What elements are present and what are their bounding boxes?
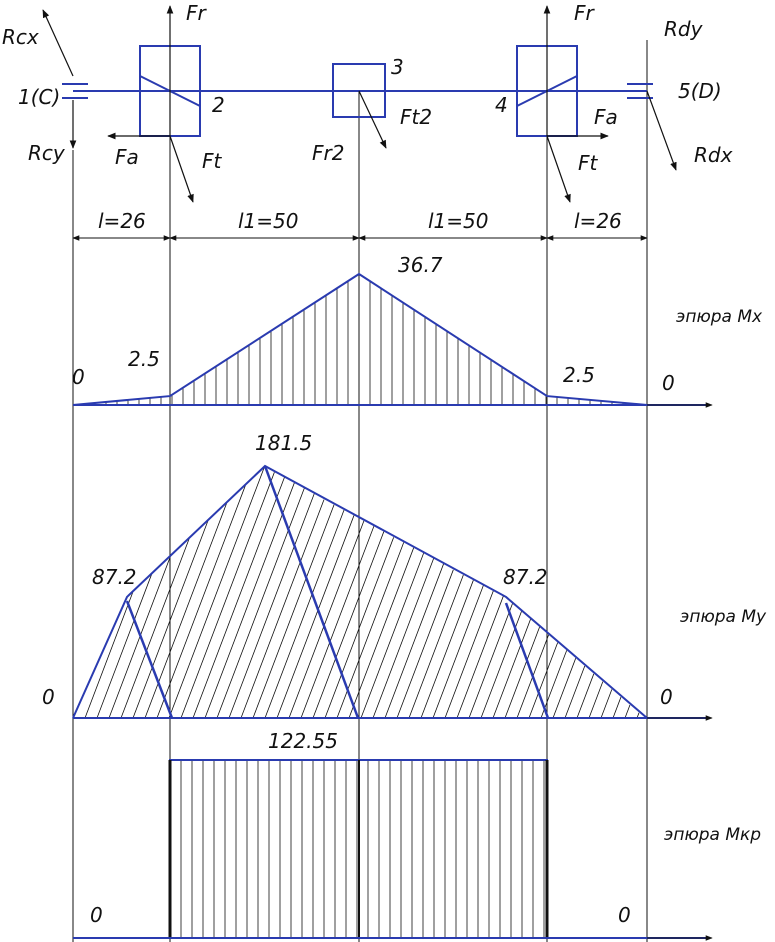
mx-right-value: 2.5 — [563, 363, 595, 387]
hatch-line — [457, 596, 503, 718]
my-divider-1 — [127, 601, 172, 718]
support-c-label: 1(C) — [18, 85, 61, 109]
hatch-line — [361, 553, 424, 718]
hatch-line — [385, 563, 444, 718]
my-right-value: 87.2 — [503, 565, 548, 589]
mkp-title: эпюра Mкр — [664, 825, 762, 845]
dim-l-left: l=26 — [98, 209, 146, 233]
hatch-line — [493, 619, 531, 718]
hatch-line — [421, 580, 473, 718]
mkp-zero-left: 0 — [90, 903, 103, 927]
mx-zero-right: 0 — [662, 371, 675, 395]
ft-right-label: Ft — [578, 151, 598, 175]
fr-left-label: Fr — [186, 1, 206, 25]
support-d-label: 5(D) — [678, 79, 722, 103]
ft2-label: Ft2 — [400, 105, 433, 129]
my-peak-value: 181.5 — [255, 431, 313, 455]
my-diagram — [42, 431, 767, 718]
mkp-diagram — [73, 729, 761, 938]
hatch-line — [133, 520, 208, 718]
mkp-value: 122.55 — [268, 729, 338, 753]
hatch-line — [301, 526, 374, 718]
rdx-label: Rdx — [694, 143, 733, 167]
rcx-label: Rcx — [2, 25, 39, 49]
hatch-line — [553, 658, 576, 718]
hatch-line — [205, 483, 294, 718]
hatch-line — [613, 697, 621, 718]
hatch-line — [265, 510, 344, 718]
mx-title: эпюра Mx — [676, 307, 763, 327]
rcy-label: Rcy — [28, 141, 65, 165]
hatch-line — [193, 478, 284, 719]
hatch-line — [409, 575, 463, 718]
hatch-line — [601, 689, 612, 718]
mx-outline — [73, 274, 647, 405]
node-4-label: 4 — [495, 93, 508, 117]
hatch-line — [145, 502, 227, 718]
my-left-value: 87.2 — [92, 565, 137, 589]
hatch-line — [373, 558, 434, 718]
hatch-line — [589, 682, 603, 718]
node-3-label: 3 — [391, 55, 404, 79]
mx-peak-value: 36.7 — [398, 253, 443, 277]
dim-l1-right: l1=50 — [428, 209, 489, 233]
dimension-row — [73, 209, 647, 238]
dim-l-right: l=26 — [574, 209, 622, 233]
dim-l1-left: l1=50 — [238, 209, 299, 233]
mkp-zero-right: 0 — [618, 903, 631, 927]
shaft-scheme — [2, 1, 733, 202]
hatch-line — [253, 505, 334, 718]
hatch-line — [445, 591, 493, 718]
mx-diagram — [72, 253, 763, 405]
ft-left-label: Ft — [202, 149, 222, 173]
fa-right-label: Fa — [594, 105, 618, 129]
mx-hatching — [84, 274, 634, 405]
mkp-hatching — [181, 760, 544, 938]
hatch-line — [433, 585, 483, 718]
my-divider-3 — [506, 603, 548, 718]
hatch-line — [397, 570, 453, 718]
mx-zero-left: 0 — [72, 365, 85, 389]
fa-left-label: Fa — [115, 145, 139, 169]
my-zero-left: 0 — [42, 685, 55, 709]
my-hatching — [85, 467, 639, 718]
mx-left-value: 2.5 — [128, 347, 160, 371]
fr2-label: Fr2 — [312, 141, 345, 165]
hatch-line — [289, 520, 364, 718]
hatch-line — [565, 666, 585, 718]
my-title: эпюра My — [680, 607, 767, 627]
fr-right-label: Fr — [574, 1, 594, 25]
rdy-label: Rdy — [664, 17, 703, 41]
hatch-line — [625, 705, 630, 718]
node-2-label: 2 — [212, 93, 225, 117]
hatch-line — [277, 515, 354, 718]
hatch-line — [169, 467, 264, 718]
hatch-line — [217, 488, 304, 718]
hatch-line — [85, 592, 133, 718]
hatch-line — [241, 500, 324, 718]
my-zero-right: 0 — [660, 685, 673, 709]
hatch-line — [469, 604, 512, 718]
hatch-line — [181, 472, 274, 718]
